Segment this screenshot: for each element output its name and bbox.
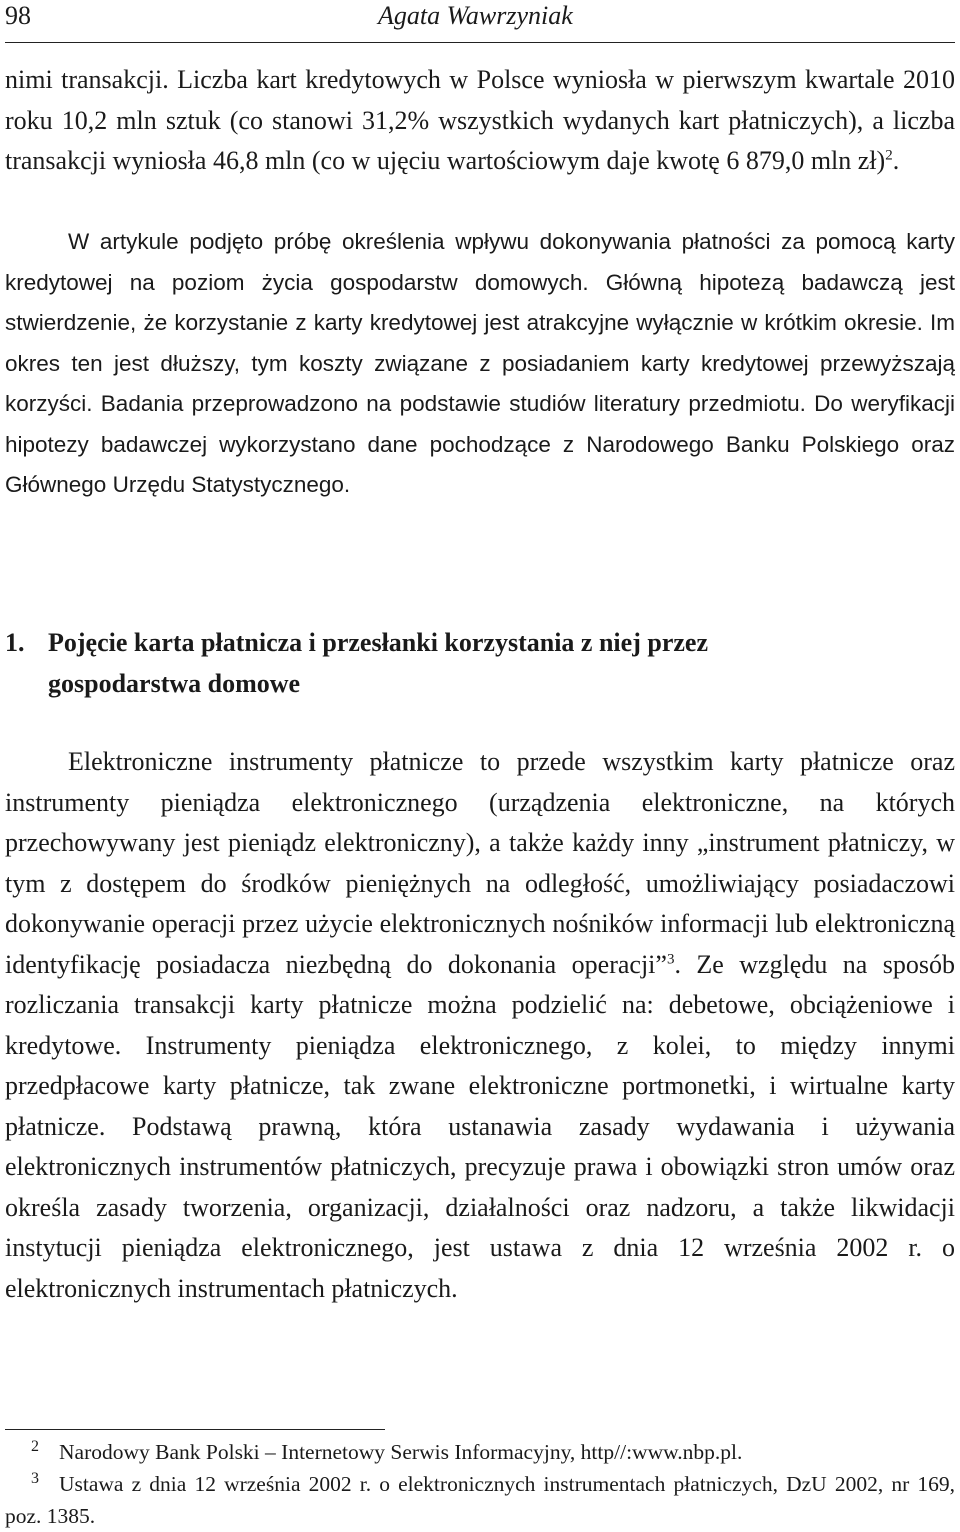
paragraph-punctuation: . bbox=[892, 146, 900, 175]
footnote-item bbox=[5, 1468, 955, 1532]
footnote-separator bbox=[5, 1429, 385, 1430]
footnote-text: Ustawa z dnia 12 września 2002 r. o elektronicznych instrumentach płatniczych, DzU 2002, nr 169, poz. 1385. bbox=[5, 1472, 955, 1528]
paragraph-text: nimi transakcji. Liczba kart kredytowych w Polsce wyniosła w pierwszym kwartale 2010 roku 10,2 mln sztuk (co stanowi 31,2% wszystkich wydanych kart płatniczych), a liczba transakcji wyniosła 46,8 mln (co w ujęciu wartościowym daje kwotę 6 879,0 mln zł) bbox=[5, 65, 955, 175]
footnote-reference[interactable]: 2 bbox=[885, 147, 893, 164]
paragraph-article-aim bbox=[5, 222, 955, 506]
running-author: Agata Wawrzyniak bbox=[378, 1, 573, 30]
footnote-reference[interactable]: 3 bbox=[666, 950, 675, 967]
paragraph-text: . Ze względu na sposób rozliczania transakcji karty płatnicze można podzielić na: debetowe, obciążeniowe i kredytowe. Instrumenty pieniądza elektronicznego, z kolei, to między innymi przedpłacowe karty płatnicze, tak zwane elektroniczne portmonetki, i wirtualne karty płatnicze. Podstawą prawną, która ustanawia zasady wydawania i używania elektronicznych instrumentów płatniczych, precyzuje prawa i obowiązki stron umów oraz określa zasady tworzenia, organizacji, działalności oraz nadzoru, a także likwidacji instytucji pieniądza elektronicznego, jest ustawa z dnia 12 września 2002 r. o elektronicznych instrumentach płatniczych. bbox=[5, 949, 955, 1303]
paragraph-intro-continuation bbox=[5, 60, 955, 182]
section-number: 1. bbox=[5, 628, 25, 657]
footnote-item bbox=[5, 1436, 955, 1468]
paragraph-text: Elektroniczne instrumenty płatnicze to przede wszystkim karty płatnicze oraz instrumenty pieniądza elektronicznego (urządzenia elektroniczne, na których przechowywany jest pieniądz elektroniczny), a także każdy inny „instrument płatniczy, w tym z dostępem do środków pieniężnych na odległość, umożliwiający posiadaczowi dokonywanie operacji przez użycie elektronicznych nośników informacji lub elektroniczną identyfikację posiadacza niezbędną do dokonania operacji” bbox=[5, 747, 955, 979]
footnote-mark: 2 bbox=[31, 1438, 39, 1455]
footnote-text: Narodowy Bank Polski – Internetowy Serwis Informacyjny, http//:www.nbp.pl. bbox=[59, 1440, 743, 1464]
header-rule bbox=[5, 42, 955, 43]
page-number: 98 bbox=[5, 1, 31, 30]
running-header bbox=[5, 0, 955, 34]
paragraph-section-body bbox=[5, 742, 955, 1309]
footnote-mark: 3 bbox=[31, 1470, 39, 1487]
paragraph-text: W artykule podjęto próbę określenia wpływu dokonywania płatności za pomocą karty kredytowej na poziom życia gospodarstw domowych. Główną hipotezą badawczą jest stwierdzenie, że korzystanie z karty kredytowej jest atrakcyjne wyłącznie w krótkim okresie. Im okres ten jest dłuższy, tym koszty związane z posiadaniem karty kredytowej przewyższają korzyści. Badania przeprowadzono na podstawie studiów literatury przedmiotu. Do weryfikacji hipotezy badawczej wykorzystano dane pochodzące z Narodowego Banku Polskiego oraz Głównego Urzędu Statystycznego. bbox=[5, 229, 955, 497]
section-title: Pojęcie karta płatnicza i przesłanki korzystania z niej przez gospodarstwa domowe bbox=[48, 628, 708, 698]
